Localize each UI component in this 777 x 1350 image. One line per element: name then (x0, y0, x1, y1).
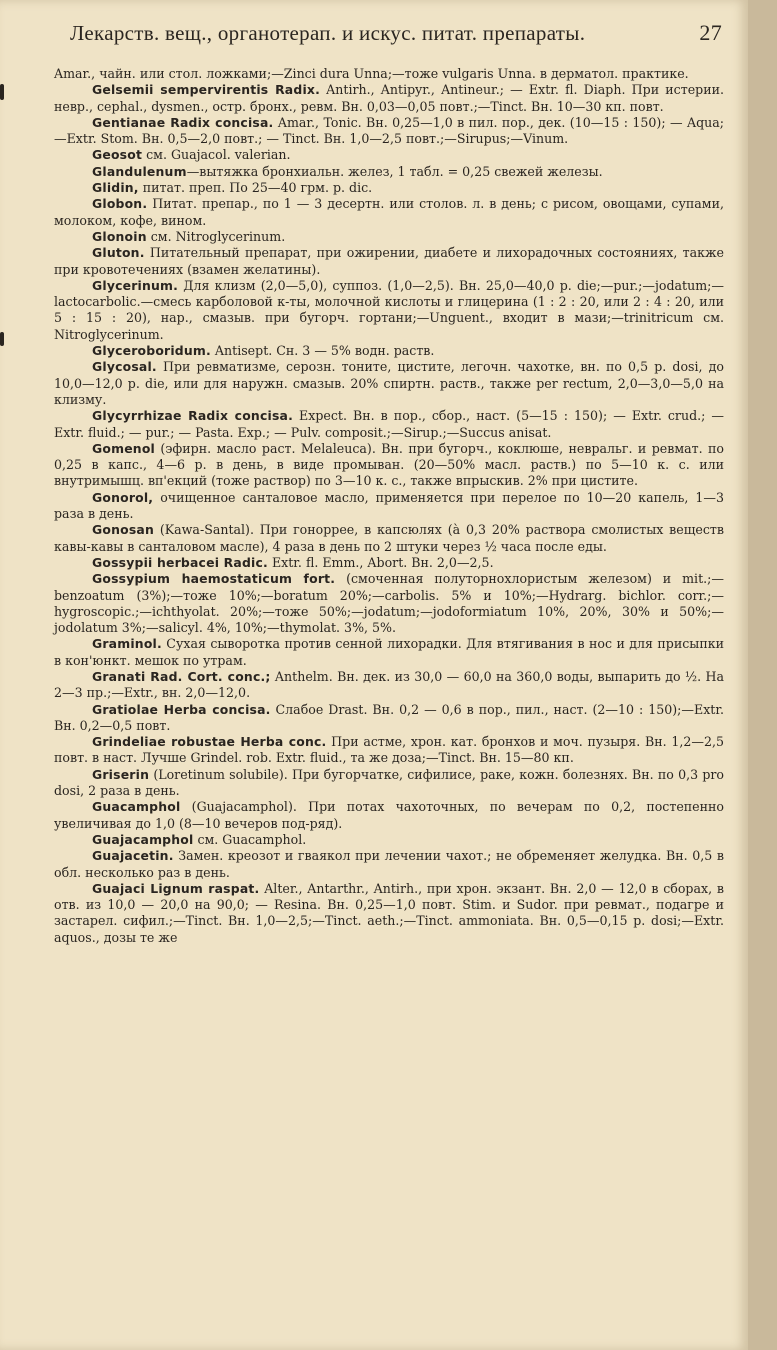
dictionary-entry (54, 832, 724, 848)
entry-term: Grindeliae robustae Herba conc. (92, 734, 327, 750)
entry-term: Glidin, (92, 180, 139, 196)
dictionary-entry (54, 164, 724, 180)
entry-term: Gratiolae Herba concisa. (92, 701, 271, 717)
dictionary-entry (54, 702, 724, 735)
entry-text: —вытяжка бронхиальн. желез, 1 табл. = 0,25 свежей железы. (186, 163, 603, 179)
dictionary-entry (54, 848, 724, 881)
entry-term: Granati Rad. Cort. conc.; (92, 668, 271, 684)
entry-term: Gonosan (92, 522, 154, 538)
dictionary-entry (54, 571, 724, 636)
entry-text: (Kawa-Santal). При гонорpee, в капсюлях (à 0,3 20% раствора смолистых веществ кавы-кавы в сантaловом масле), 4 раза в день по 2 штуки через ½ часа после еды. (54, 522, 724, 554)
entry-text: (Guajacamphol). При потах чахоточных, по вечерам по 0,2, постепенно увеличивая до 1,0 (8—10 вечеров под-ряд). (54, 799, 724, 831)
entry-term: Gossypii herbacei Radic. (92, 554, 268, 570)
entry-term: Gentianae Radix concisa. (92, 114, 274, 130)
dictionary-entry (54, 180, 724, 196)
entry-text: Питат. препар., по 1 — 3 десертн. или столов. л. в день; с рисом, овощами, супами, молоком, кофе, вином. (54, 196, 724, 228)
dictionary-entry (54, 196, 724, 229)
entry-term: Guacamphol (92, 799, 181, 815)
entry-term: Glycosal. (92, 359, 157, 375)
entry-text: см. Guajacol. valerian. (142, 147, 291, 163)
entry-text: При ревматизме, серозн. тоните, цистите, легочн. чахотке, вн. по 0,5 р. dosi, до 10,0—12,0 р. die, или для наружн. смазыв. 20% спиртн. раств., также per rectum, 2,0—3,0—5,0 на клизму. (54, 359, 724, 407)
entry-term: Gonorol, (92, 489, 154, 505)
entry-term: Glyceroboridum. (92, 343, 211, 359)
entry-term: Griserin (92, 766, 150, 782)
entry-text: Expect. Вн. в пор., сбор., наст. (5—15 : 150); — Extr. crud.; — Extr. fluid.; — pur.; — Pasta. Exp.; — Pulv. composit.;—Sirup.;—Succus anisat. (54, 408, 725, 440)
entry-term: Glycyrrhizae Radix concisa. (92, 408, 293, 424)
dictionary-entry (54, 343, 724, 359)
dictionary-entry (54, 66, 724, 82)
margin-mark (0, 332, 4, 346)
entry-text: см. Guacamphol. (193, 831, 307, 847)
dictionary-entry (54, 441, 724, 490)
entry-term: Glonoin (92, 228, 147, 244)
dictionary-entry (54, 522, 724, 555)
entry-text: Слабое Drast. Вн. 0,2 — 0,6 в пор., пил., наст. (2—10 : 150);—Extr. Вн. 0,2—0,5 повт. (54, 701, 725, 733)
margin-mark (0, 84, 4, 100)
dictionary-entry (54, 636, 724, 669)
entry-text: Alter., Antarthr., Antirh., при хрон. экзант. Вн. 2,0 — 12,0 в сборах, в отв. из 10,0 — 20,0 на 90,0; — Resina. Вн. 0,25—1,0 повт. Stim. и Sudor. при ревмат., подагре и застарел. сифил.;—Tinct. Вн. 1,0—2,5;—Tinct. aeth.;—Tinct. ammoniata. Вн. 0,5—0,15 р. dosi;—Extr. aquos., дозы те же (54, 880, 724, 945)
entry-text: Сухая сыворотка против сенной лихорадки. Для втягивания в нос и для присыпки в кон'юнкт. мешок по утрам. (54, 636, 724, 668)
dictionary-entry (54, 555, 724, 571)
entry-term: Guajaci Lignum raspat. (92, 880, 260, 896)
dictionary-entry (54, 881, 724, 946)
entry-term: Gluton. (92, 245, 145, 261)
dictionary-entry (54, 82, 724, 115)
entry-text: (эфирн. масло раст. Melaleuca). Вн. при бугорч., коклюше, невральг. и ревмат. по 0,25 в капс., 4—6 р. в день, в виде промыван. (20—50% масл. раств.) по 5—10 к. с. или внутримышц. вп'екций (тоже раствор) по 3—10 к. с., также впрыскив. 2% при цистите. (54, 440, 724, 489)
entry-term: Geosot (92, 147, 143, 163)
entry-text: При астме, хрон. кат. бронхов и моч. пузыря. Вн. 1,2—2,5 повт. в наст. Лучше Grindel. rob. Extr. fluid., та же доза;—Tinct. Вн. 15—80 кп. (54, 734, 724, 766)
dictionary-entry (54, 734, 724, 767)
dictionary-entry (54, 669, 724, 702)
entry-text: (смоченная полуторнохлористым железом) и mit.;—benzoatum (3%);—тоже 10%;—boratum 20%;—carbolis. 5% и 10%;—Hydrarg. bichlor. corr.;—hygroscopic.;—ichthyolat. 20%;—тоже 50%;—jodatum;—jodoformiatum 10%, 20%, 30% и 50%;—jodolatum 3%;—salicyl. 4%, 10%;—thymolat. 3%, 5%. (54, 571, 724, 636)
dictionary-entry (54, 799, 724, 832)
dictionary-entry (54, 490, 724, 523)
dictionary-entry (54, 147, 724, 163)
dictionary-entry (54, 115, 724, 148)
entry-term: Gossypium haemostaticum fort. (92, 571, 336, 587)
entry-text: Antisept. Сн. 3 — 5% водн. раств. (210, 343, 435, 359)
running-header (70, 20, 722, 46)
entry-text: Anthelm. Вн. дек. из 30,0 — 60,0 на 360,0 воды, выпарить до ½. На 2—3 пр.;—Extr., вн. 2,0—12,0. (54, 668, 724, 701)
entry-text: питат. преп. По 25—40 грм. р. dic. (138, 180, 373, 196)
entry-term: Guajacetin. (92, 848, 174, 864)
entry-term: Globon. (92, 196, 148, 212)
entry-text: очищенное сантaловое масло, применяется при перелое по 10—20 капель, 1—3 раза в день. (54, 489, 724, 522)
entry-text: см. Nitroglycerinum. (146, 228, 286, 244)
entry-term: Gelsemii sempervirentis Radix. (92, 82, 320, 98)
entry-term: Gomenol (92, 440, 155, 456)
page-number: 27 (699, 20, 722, 45)
entry-text: Extr. fl. Emm., Abort. Вн. 2,0—2,5. (267, 554, 494, 570)
dictionary-entry (54, 359, 724, 408)
dictionary-entry (54, 245, 724, 278)
dictionary-entry (54, 767, 724, 800)
entry-term: Graminol. (92, 636, 162, 652)
entry-text: (Loretinum solubile). При бугорчатке, сифилисе, раке, кожн. болезнях. Вн. по 0,3 pro dosi, 2 раза в день. (54, 766, 724, 799)
entry-term: Glycerinum. (92, 277, 179, 293)
header-title: Лекарств. вещ., органотерап. и искус. питат. препараты. (70, 21, 586, 45)
dictionary-entry (54, 229, 724, 245)
entry-term: Glandulenum (92, 163, 187, 179)
entry-term: Guajacamphol (92, 831, 194, 847)
entry-text: Питательный препарат, при ожирении, диабете и лихорадочных состояниях, также при кровотечениях (взамен желатины). (54, 245, 724, 277)
entry-text: Для клизм (2,0—5,0), суппоз. (1,0—2,5). Вн. 25,0—40,0 р. die;—pur.;—jodatum;—lactocarbolic.—смесь карболовой к-ты, молочной кислоты и глицерина (1 : 2 : 20, или 2 : 4 : 20, или 5 : 15 : 20), нар., смазыв. при бугорч. гортани;—Unguent., входит в мази;—trinitricum см. Nitroglycerinum. (54, 277, 724, 342)
entry-text: Amar., чайн. или стол. ложками;—Zinci dura Unna;—тоже vulgaris Unna. в дерматол. практике. (54, 66, 689, 81)
entry-text: Amar., Tonic. Вн. 0,25—1,0 в пил. пор., дек. (10—15 : 150); — Aqua;—Extr. Stom. Вн. 0,5—2,0 повт.; — Tinct. Вн. 1,0—2,5 повт.;—Sirupus;—Vinum. (54, 114, 724, 147)
dictionary-entries (54, 66, 724, 946)
entry-text: Antirh., Antipyr., Antineur.; — Extr. fl. Diaph. При истерии. невр., cephal., dysmen., остр. бронх., ревм. Вн. 0,03—0,05 повт.;—Tinct. Вн. 10—30 кп. повт. (54, 82, 724, 114)
dictionary-entry (54, 408, 724, 441)
entry-text: Замен. креозот и гваякол при лечении чахот.; не обременяет желудка. Вн. 0,5 в обл. несколько раз в день. (54, 848, 724, 880)
dictionary-entry (54, 278, 724, 343)
